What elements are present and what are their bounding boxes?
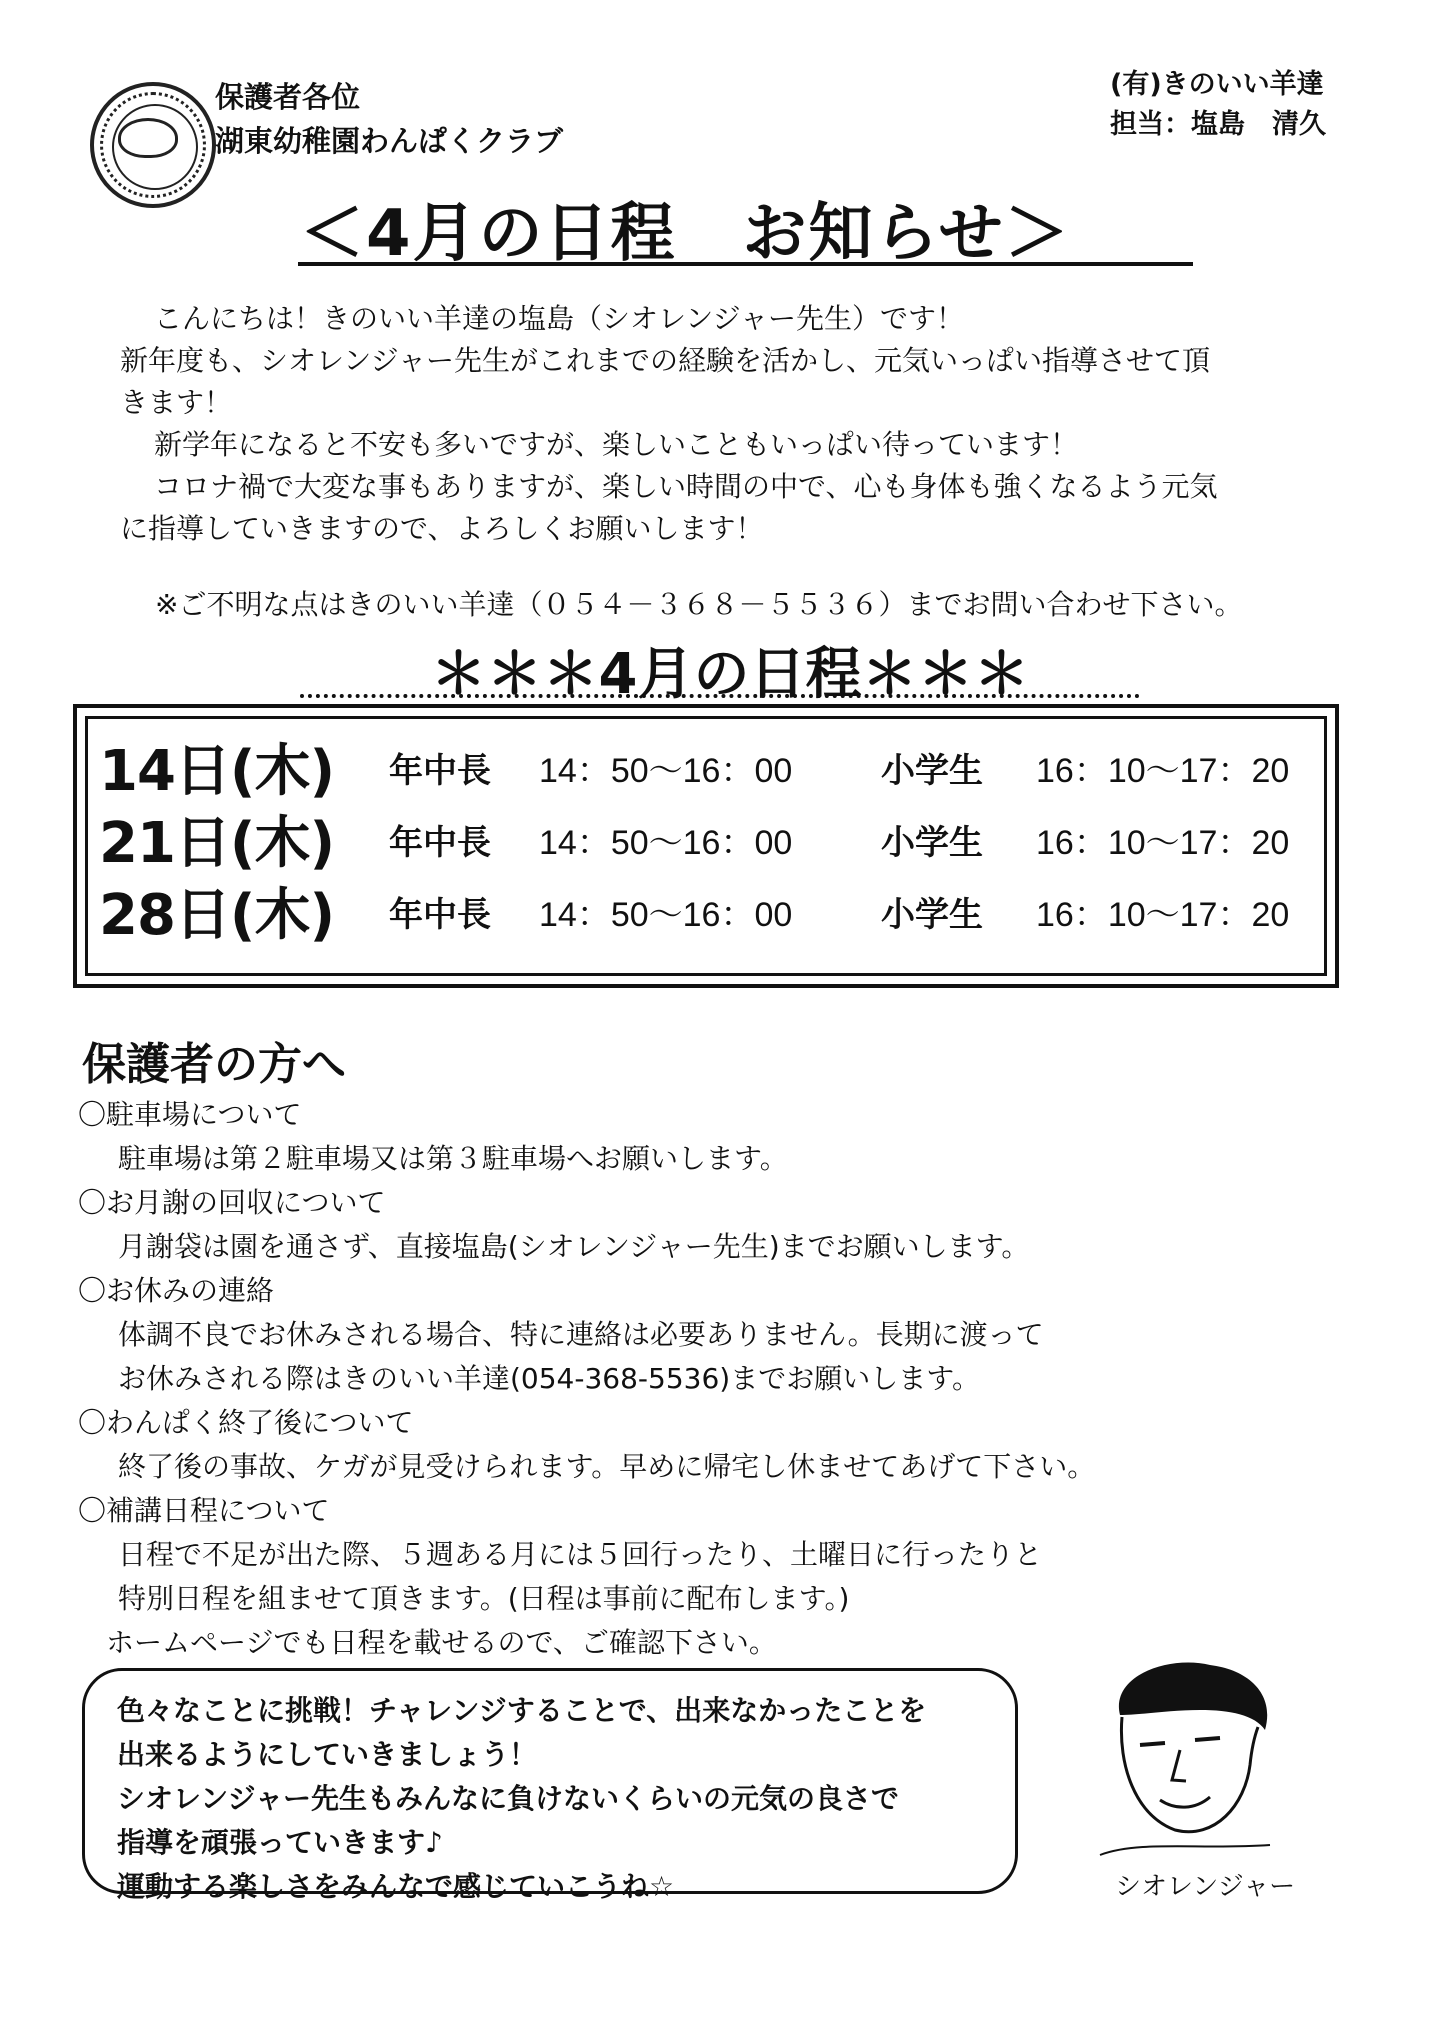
schedule-group: 年中長: [389, 750, 491, 791]
schedule-group: 小学生: [881, 822, 983, 863]
item-body: 特別日程を組ませて頂きます。(日程は事前に配布します。): [118, 1582, 850, 1615]
portrait-caption: シオレンジャー: [1115, 1872, 1296, 1902]
guardians-heading: 保護者の方へ: [82, 1039, 346, 1090]
item-heading: 〇お休みの連絡: [78, 1274, 275, 1307]
item-heading: 〇お月謝の回収について: [78, 1186, 386, 1219]
item-body: 月謝袋は園を通さず、直接塩島(シオレンジャー先生)までお願いします。: [118, 1230, 1030, 1263]
item-body: 終了後の事故、ケガが見受けられます。早めに帰宅し休ませてあげて下さい。: [118, 1450, 1096, 1483]
message-line: シオレンジャー先生もみんなに負けないくらいの元気の良さで: [117, 1782, 900, 1815]
item-heading: 〇駐車場について: [78, 1098, 302, 1131]
face-outline: [1121, 1717, 1258, 1832]
schedule-time: 16：10〜17：20: [1036, 895, 1290, 934]
guardians-footer: ホームページでも日程を載せるので、ご確認下さい。: [106, 1626, 777, 1659]
schedule-group: 小学生: [881, 750, 983, 791]
message-line: 出来るようにしていきましょう！: [117, 1738, 538, 1771]
intro-line: きます！: [120, 386, 233, 419]
intro-line: 新年度も、シオレンジャー先生がこれまでの経験を活かし、元気いっぱい指導させて頂: [120, 344, 1211, 377]
intro-text: [120, 298, 1320, 550]
sheep-icon: [118, 118, 178, 158]
intro-line: に指導していきますので、よろしくお願いします！: [120, 512, 764, 545]
title-underline: [298, 262, 1193, 266]
nose: [1172, 1750, 1186, 1781]
schedule-time: 14：50〜16：00: [539, 895, 793, 934]
schedule-time: 16：10〜17：20: [1036, 823, 1290, 862]
schedule-time: 14：50〜16：00: [539, 823, 793, 862]
message-line: 色々なことに挑戦！チャレンジすることで、出来なかったことを: [117, 1694, 927, 1727]
intro-line: 新学年になると不安も多いですが、楽しいこともいっぱい待っています！: [154, 428, 1079, 461]
message-line: 運動する楽しさをみんなで感じていこうね☆: [117, 1870, 675, 1903]
item-heading: 〇補講日程について: [78, 1494, 330, 1527]
schedule-heading: ＊＊＊4月の日程＊＊＊: [430, 642, 1030, 707]
schedule-date: 28日(木): [99, 883, 335, 948]
schedule-date: 14日(木): [99, 739, 335, 804]
mouth: [1160, 1797, 1210, 1807]
hair-shape: [1119, 1662, 1267, 1730]
item-body: お休みされる際はきのいい羊達(054-368-5536)までお願いします。: [118, 1362, 980, 1395]
portrait-illustration: [1080, 1655, 1290, 1865]
page-title: ＜4月の日程 お知らせ＞: [300, 197, 1071, 271]
schedule-row: [99, 732, 1289, 802]
company-name: (有)きのいい羊達: [1110, 69, 1324, 100]
signature-stroke: [1100, 1845, 1270, 1855]
item-body: 駐車場は第２駐車場又は第３駐車場へお願いします。: [118, 1142, 788, 1175]
schedule-row: [99, 876, 1289, 946]
schedule-row: [99, 804, 1289, 874]
intro-line: コロナ禍で大変な事もありますが、楽しい時間の中で、心も身体も強くなるよう元気: [154, 470, 1218, 503]
guardian-items: [78, 1093, 1328, 1665]
schedule-heading-rule: [300, 694, 1140, 698]
eyes: [1140, 1738, 1220, 1745]
company-logo: [90, 82, 216, 208]
message-text: [117, 1689, 926, 1909]
contact-person: 担当：塩島 清久: [1110, 109, 1326, 140]
item-heading: 〇わんぱく終了後について: [78, 1406, 414, 1439]
item-body: 日程で不足が出た際、５週ある月には５回行ったり、土曜日に行ったりと: [118, 1538, 1043, 1571]
schedule-time: 14：50〜16：00: [539, 751, 793, 790]
schedule-box: [73, 704, 1339, 988]
message-bubble: [82, 1668, 1018, 1903]
contact-note: ※ご不明な点はきのいい羊達（０５４－３６８－５５３６）までお問い合わせ下さい。: [155, 588, 1243, 621]
message-line: 指導を頑張っていきます♪: [117, 1826, 443, 1859]
schedule-group: 年中長: [389, 894, 491, 935]
schedule-group: 小学生: [881, 894, 983, 935]
item-body: 体調不良でお休みされる場合、特に連絡は必要ありません。長期に渡って: [118, 1318, 1044, 1351]
intro-line: こんにちは！きのいい羊達の塩島（シオレンジャー先生）です！: [154, 302, 965, 335]
schedule-time: 16：10〜17：20: [1036, 751, 1290, 790]
schedule-date: 21日(木): [99, 811, 335, 876]
schedule-group: 年中長: [389, 822, 491, 863]
recipient-line2: 湖東幼稚園わんぱくクラブ: [215, 124, 564, 158]
recipient-line1: 保護者各位: [215, 80, 361, 114]
